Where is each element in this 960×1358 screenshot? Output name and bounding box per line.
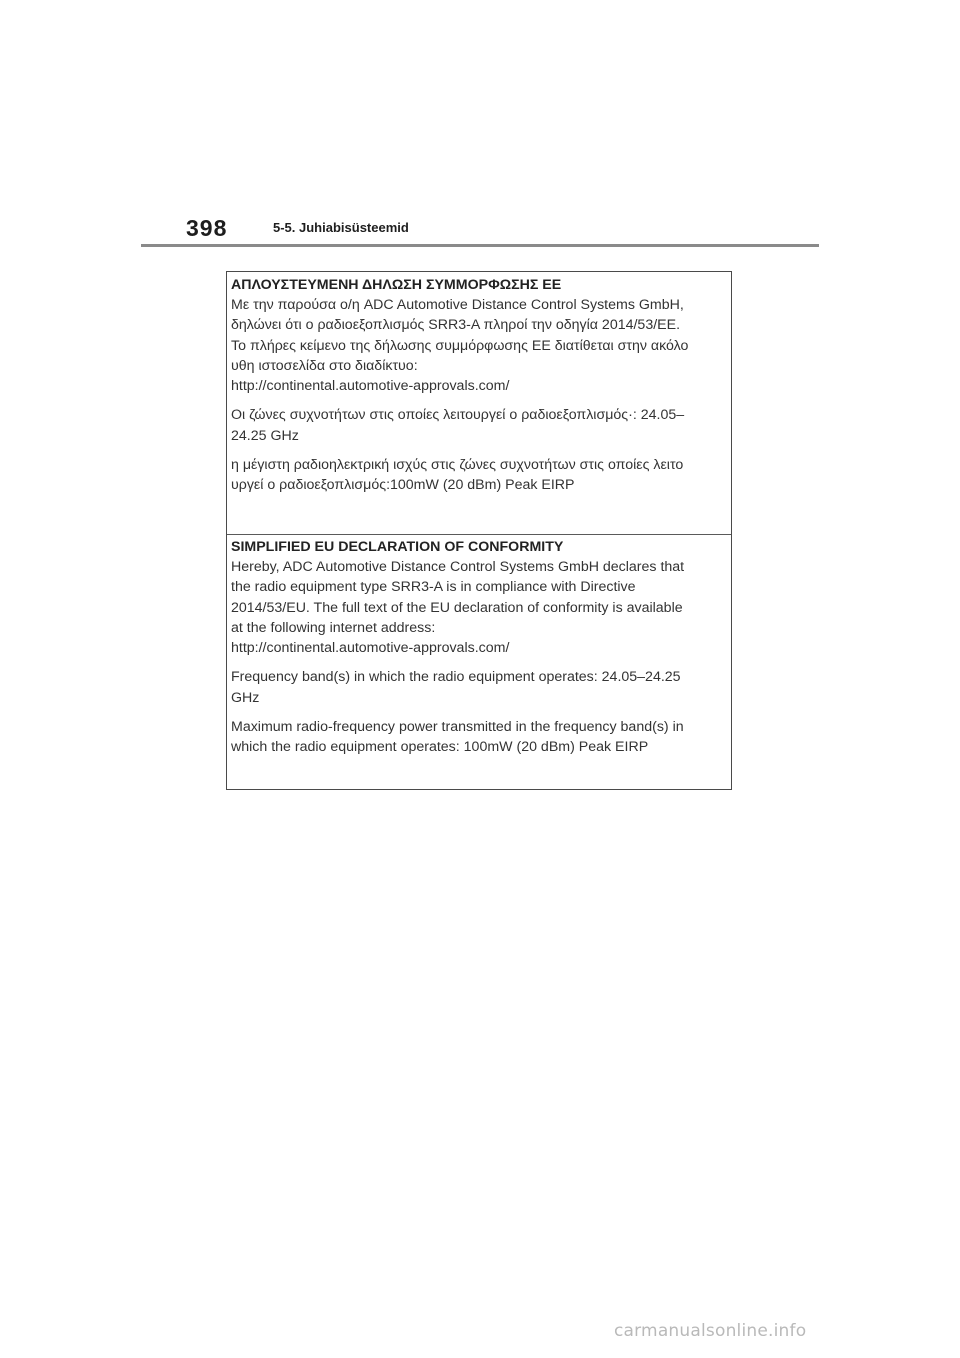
- text-line: υθη ιστοσελίδα στο διαδίκτυο:: [231, 357, 418, 374]
- text-line: at the following internet address:: [231, 619, 436, 636]
- text-line: δηλώνει ότι ο ραδιοεξοπλισμός SRR3-A πληροί την οδηγία 2014/53/ΕΕ.: [231, 317, 681, 334]
- text-line: Με την παρούσα ο/η ADC Automotive Distance Control Systems GmbH,: [231, 297, 684, 313]
- watermark: carmanualsonline.info: [614, 1321, 807, 1341]
- text-line: υργεί ο ραδιοεξοπλισμός:100mW (20 dBm) Peak EIRP: [231, 477, 575, 494]
- header-divider: [141, 244, 819, 247]
- text-line: the radio equipment type SRR3-A is in compliance with Directive: [231, 579, 636, 596]
- text-line: 24.25 GHz: [231, 427, 299, 444]
- text-line: Hereby, ADC Automotive Distance Control Systems GmbH declares that: [231, 559, 685, 575]
- english-power-statement: [231, 717, 727, 758]
- greek-declaration: [227, 272, 731, 534]
- text-line: GHz: [231, 689, 260, 706]
- greek-frequency-statement: [231, 405, 727, 446]
- text-line: Frequency band(s) in which the radio equipment operates: 24.05–24.25: [231, 669, 681, 686]
- english-frequency-statement: [231, 667, 727, 708]
- english-declaration-body: [231, 557, 727, 658]
- text-line: 2014/53/EU. The full text of the EU declaration of conformity is available: [231, 599, 683, 616]
- text-line: Maximum radio-frequency power transmitted in the frequency band(s) in: [231, 719, 684, 736]
- url-text: http://continental.automotive-approvals.com/: [231, 378, 510, 395]
- greek-declaration-body: [231, 295, 727, 396]
- text-line: Το πλήρες κείμενο της δήλωσης συμμόρφωσης ΕΕ διατίθεται στην ακόλο: [231, 337, 689, 354]
- english-declaration: [227, 534, 731, 790]
- page-header: [141, 214, 819, 246]
- text-line: Οι ζώνες συχνοτήτων στις οποίες λειτουργεί ο ραδιοεξοπλισμός·: 24.05–: [231, 407, 685, 424]
- text-line: η μέγιστη ραδιοηλεκτρική ισχύς στις ζώνες συχνοτήτων στις οποίες λειτο: [231, 457, 684, 474]
- english-declaration-heading: SIMPLIFIED EU DECLARATION OF CONFORMITY: [231, 539, 564, 555]
- url-text: http://continental.automotive-approvals.com/: [231, 640, 510, 657]
- page-number: 398: [186, 215, 228, 241]
- section-title: 5-5. Juhiabisüsteemid: [273, 220, 409, 235]
- greek-power-statement: [231, 455, 727, 496]
- declaration-box: [226, 271, 732, 790]
- text-line: which the radio equipment operates: 100mW (20 dBm) Peak EIRP: [231, 739, 649, 756]
- greek-declaration-heading: ΑΠΛΟΥΣΤΕΥΜΕΝΗ ΔΗΛΩΣΗ ΣΥΜΜΟΡΦΩΣΗΣ ΕΕ: [231, 277, 562, 293]
